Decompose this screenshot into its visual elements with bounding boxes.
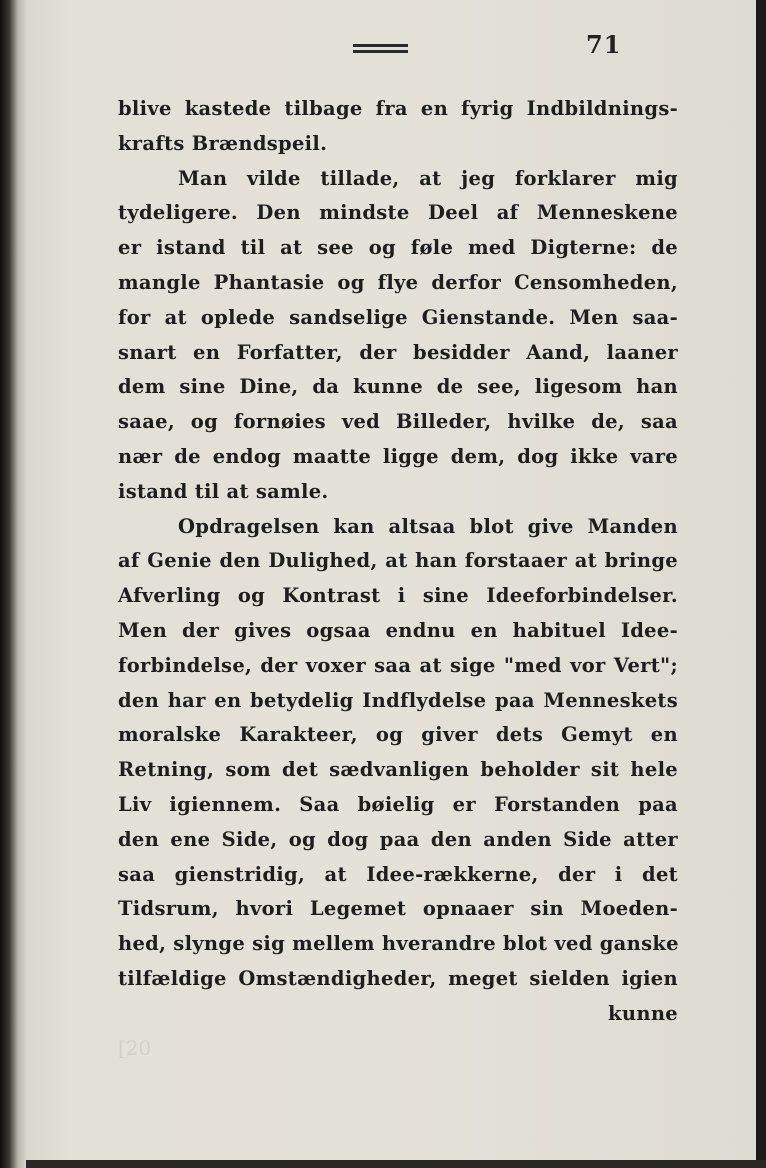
text-line: snart en Forfatter, der besidder Aand, laaner [118,340,678,364]
text-line: den ene Side, og dog paa den anden Side atter [118,827,678,851]
header-rule [353,44,408,56]
text-line: Tidsrum, hvori Legemet opnaaer sin Moeden- [118,897,678,921]
text-line: af Genie den Dulighed, at han forstaaer at bringe [118,549,678,573]
catchword: kunne [608,1001,678,1025]
text-line: istand til at samle. [118,479,329,503]
text-line: Opdragelsen kan altsaa blot give Manden [178,514,678,538]
book-page [26,0,766,1160]
text-line: for at oplede sandselige Gienstande. Men saa- [118,305,678,329]
text-line: tydeligere. Den mindste Deel af Menneskene [118,201,678,225]
page-number: 71 [586,30,622,59]
text-line: forbindelse, der voxer saa at sige "med vor Vert"; [118,653,678,677]
text-line: moralske Karakteer, og giver dets Gemyt en [118,723,678,747]
text-line: saa gienstridig, at Idee-rækkerne, der i det [118,862,678,886]
book-spine-shadow [0,0,26,1168]
text-line: Afverling og Kontrast i sine Ideeforbindelser. [118,584,678,608]
text-line: saae, og fornøies ved Billeder, hvilke de, saa [118,410,678,434]
text-line: mangle Phantasie og flye derfor Censomheden, [118,270,678,294]
text-line: Retning, som det sædvanligen beholder sit hele [118,758,678,782]
text-line: krafts Brændspeil. [118,131,328,155]
text-line: den har en betydelig Indflydelse paa Menneskets [118,688,678,712]
text-line: dem sine Dine, da kunne de see, ligesom han [118,375,678,399]
page-text [118,92,678,1032]
text-line: Liv igiennem. Saa bøielig er Forstanden paa [118,792,678,816]
text-line: Men der gives ogsaa endnu en habituel Idee- [118,618,678,642]
text-line: er istand til at see og føle med Digterne: de [118,236,678,260]
text-line: tilfældige Omstændigheder, meget sielden igien [118,966,678,990]
show-through-text: [20 [118,1036,152,1060]
text-line: hed, slynge sig mellem hverandre blot ved ganske [118,932,679,956]
text-line: blive kastede tilbage fra en fyrig Indbildnings- [118,97,678,120]
text-line: Man vilde tillade, at jeg forklarer mig [178,166,678,190]
text-line: nær de endog maatte ligge dem, dog ikke vare [118,444,678,468]
